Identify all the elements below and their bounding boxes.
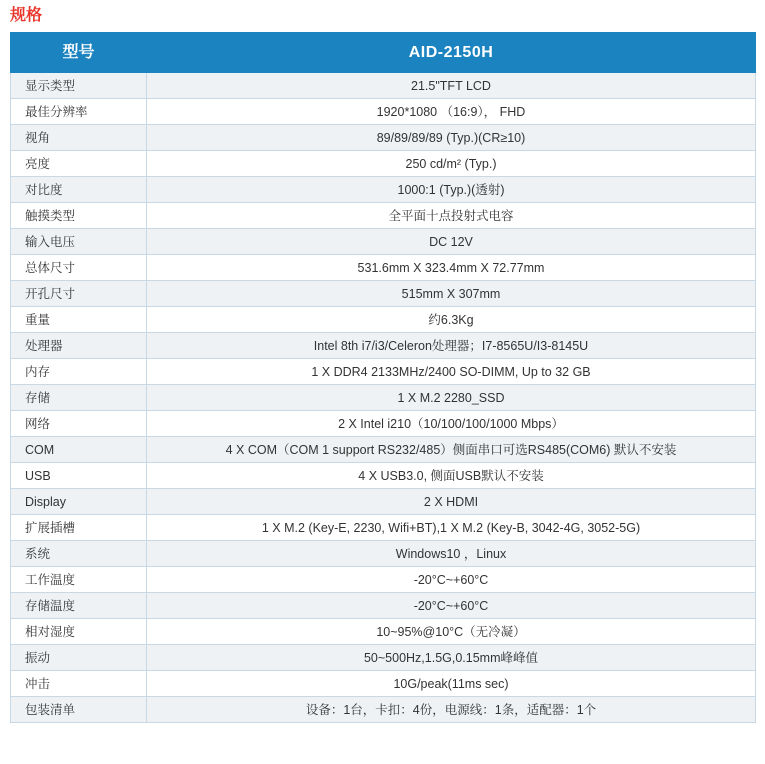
- table-row: [11, 619, 756, 645]
- table-row: [11, 385, 756, 411]
- spec-label: Display: [11, 489, 147, 515]
- spec-value: -20°C~+60°C: [147, 567, 756, 593]
- spec-label: 对比度: [11, 177, 147, 203]
- header-model-value: AID-2150H: [147, 33, 756, 73]
- table-row: [11, 489, 756, 515]
- table-row: [11, 515, 756, 541]
- spec-label: 冲击: [11, 671, 147, 697]
- table-header: [11, 33, 756, 73]
- table-row: [11, 567, 756, 593]
- spec-page: [0, 6, 765, 764]
- spec-value: 4 X COM（COM 1 support RS232/485）侧面串口可选RS485(COM6) 默认不安装: [147, 437, 756, 463]
- spec-label: 处理器: [11, 333, 147, 359]
- table-row: [11, 437, 756, 463]
- spec-value: 全平面十点投射式电容: [147, 203, 756, 229]
- spec-label: USB: [11, 463, 147, 489]
- spec-label: 振动: [11, 645, 147, 671]
- spec-label: 开孔尺寸: [11, 281, 147, 307]
- table-row: [11, 203, 756, 229]
- spec-label: 扩展插槽: [11, 515, 147, 541]
- spec-label: 视角: [11, 125, 147, 151]
- table-row: [11, 125, 756, 151]
- table-row: [11, 671, 756, 697]
- spec-value: 设备：1台，卡扣：4份，电源线：1条，适配器：1个: [147, 697, 756, 723]
- table-body: [11, 73, 756, 723]
- spec-label: 包装清单: [11, 697, 147, 723]
- spec-label: 最佳分辨率: [11, 99, 147, 125]
- spec-value: 2 X Intel i210（10/100/100/1000 Mbps）: [147, 411, 756, 437]
- spec-label: 存储: [11, 385, 147, 411]
- spec-label: 总体尺寸: [11, 255, 147, 281]
- spec-label: 输入电压: [11, 229, 147, 255]
- spec-value: DC 12V: [147, 229, 756, 255]
- spec-label: 显示类型: [11, 73, 147, 99]
- spec-value: 4 X USB3.0, 侧面USB默认不安装: [147, 463, 756, 489]
- table-row: [11, 99, 756, 125]
- table-row: [11, 151, 756, 177]
- spec-value: 2 X HDMI: [147, 489, 756, 515]
- spec-label: 存储温度: [11, 593, 147, 619]
- table-row: [11, 73, 756, 99]
- spec-value: Intel 8th i7/i3/Celeron处理器；I7-8565U/I3-8145U: [147, 333, 756, 359]
- spec-value: 10G/peak(11ms sec): [147, 671, 756, 697]
- spec-value: 89/89/89/89 (Typ.)(CR≥10): [147, 125, 756, 151]
- table-row: [11, 463, 756, 489]
- spec-value: 515mm X 307mm: [147, 281, 756, 307]
- table-row: [11, 307, 756, 333]
- spec-label: 工作温度: [11, 567, 147, 593]
- spec-value: 531.6mm X 323.4mm X 72.77mm: [147, 255, 756, 281]
- spec-label: 亮度: [11, 151, 147, 177]
- spec-value: 250 cd/m² (Typ.): [147, 151, 756, 177]
- table-row: [11, 411, 756, 437]
- table-row: [11, 255, 756, 281]
- spec-label: COM: [11, 437, 147, 463]
- spec-value: 1 X M.2 (Key-E, 2230, Wifi+BT),1 X M.2 (Key-B, 3042-4G, 3052-5G): [147, 515, 756, 541]
- table-row: [11, 333, 756, 359]
- spec-value: 1 X M.2 2280_SSD: [147, 385, 756, 411]
- spec-label: 网络: [11, 411, 147, 437]
- spec-label: 系统: [11, 541, 147, 567]
- spec-value: -20°C~+60°C: [147, 593, 756, 619]
- specification-table: [10, 32, 756, 723]
- spec-value: 21.5"TFT LCD: [147, 73, 756, 99]
- page-title: 规格: [10, 7, 43, 24]
- spec-label: 相对湿度: [11, 619, 147, 645]
- spec-label: 重量: [11, 307, 147, 333]
- table-row: [11, 593, 756, 619]
- spec-value: Windows10 ，Linux: [147, 541, 756, 567]
- table-row: [11, 359, 756, 385]
- spec-value: 1 X DDR4 2133MHz/2400 SO-DIMM, Up to 32 GB: [147, 359, 756, 385]
- table-row: [11, 541, 756, 567]
- spec-label: 触摸类型: [11, 203, 147, 229]
- table-row: [11, 177, 756, 203]
- table-row: [11, 697, 756, 723]
- header-model-label: 型号: [11, 33, 147, 73]
- spec-value: 1920*1080 （16:9）， FHD: [147, 99, 756, 125]
- spec-label: 内存: [11, 359, 147, 385]
- spec-value: 50~500Hz,1.5G,0.15mm峰峰值: [147, 645, 756, 671]
- spec-value: 约6.3Kg: [147, 307, 756, 333]
- table-row: [11, 645, 756, 671]
- table-header-row: [11, 33, 756, 73]
- spec-value: 1000:1 (Typ.)(透射): [147, 177, 756, 203]
- spec-value: 10~95%@10°C（无冷凝）: [147, 619, 756, 645]
- table-row: [11, 229, 756, 255]
- table-row: [11, 281, 756, 307]
